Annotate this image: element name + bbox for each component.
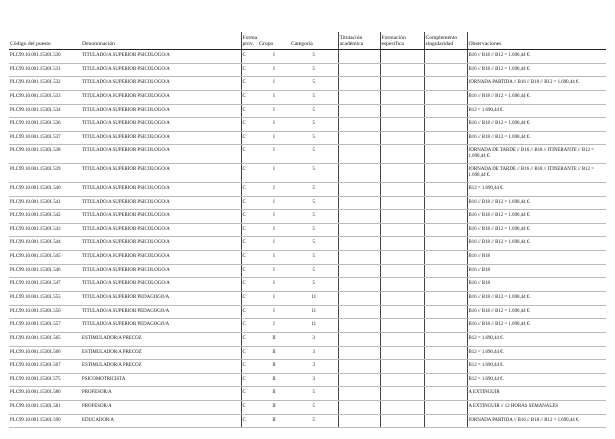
cell-categoria: 5 (290, 131, 338, 145)
table-row (9, 145, 606, 164)
cell-observaciones: B16 // B18 (467, 278, 606, 292)
cell-observaciones: B16 // B18 // B12 = 1.690,44 €. (467, 237, 606, 251)
cell-grupo: II (258, 346, 290, 360)
cell-codigo: PLC99.10.001.15301.565 (9, 332, 81, 346)
cell-formacion (380, 77, 424, 91)
cell-complemento (424, 182, 467, 196)
cell-complemento (424, 63, 467, 77)
table-row (9, 104, 606, 118)
cell-denominacion: TITULADO/A SUPERIOR PSICOLOGO/A (81, 196, 241, 210)
cell-grupo: I (258, 223, 290, 237)
cell-denominacion: TITULADO/A SUPERIOR PSICOLOGO/A (81, 90, 241, 104)
cell-forma-prov: C (241, 131, 258, 145)
cell-denominacion: TITULADO/A SUPERIOR PEDAGOGO/A (81, 305, 241, 319)
cell-complemento (424, 50, 467, 64)
cell-categoria: 5 (290, 104, 338, 118)
cell-forma-prov: C (241, 278, 258, 292)
header-denominacion: Denominación (81, 32, 241, 50)
cell-codigo: PLC99.10.001.15301.541 (9, 196, 81, 210)
cell-observaciones: B16 // B18 // B12 = 1.690,44 €. (467, 63, 606, 77)
cell-categoria: 5 (290, 210, 338, 224)
cell-forma-prov: C (241, 319, 258, 333)
cell-codigo: PLC99.10.001.15301.547 (9, 278, 81, 292)
cell-titulacion (338, 196, 380, 210)
cell-observaciones: B16 // B18 // B12 = 1.690,44 €. (467, 90, 606, 104)
table-row (9, 264, 606, 278)
cell-complemento (424, 387, 467, 401)
cell-complemento (424, 77, 467, 91)
cell-codigo: PLC99.10.001.15301.544 (9, 237, 81, 251)
cell-forma-prov: C (241, 63, 258, 77)
cell-categoria: 5 (290, 196, 338, 210)
cell-grupo: I (258, 63, 290, 77)
cell-codigo: PLC99.10.001.15301.546 (9, 264, 81, 278)
cell-codigo: PLC99.10.001.15301.534 (9, 104, 81, 118)
cell-titulacion (338, 104, 380, 118)
cell-forma-prov: C (241, 104, 258, 118)
cell-codigo: PLC99.10.001.15301.531 (9, 63, 81, 77)
table-row (9, 196, 606, 210)
cell-codigo: PLC99.10.001.15301.566 (9, 346, 81, 360)
cell-titulacion (338, 387, 380, 401)
cell-codigo: PLC99.10.001.15301.557 (9, 319, 81, 333)
cell-formacion (380, 373, 424, 387)
cell-grupo: I (258, 118, 290, 132)
header-categoria: Categoría (290, 32, 338, 50)
cell-formacion (380, 63, 424, 77)
cell-categoria: 5 (290, 145, 338, 164)
cell-titulacion (338, 223, 380, 237)
cell-complemento (424, 346, 467, 360)
cell-observaciones: JORNADA PARTIDA // B16 // B18 // B12 = 1.690,44 €. (467, 77, 606, 91)
cell-grupo: I (258, 278, 290, 292)
cell-categoria: 3 (290, 373, 338, 387)
cell-forma-prov: C (241, 305, 258, 319)
cell-formacion (380, 305, 424, 319)
cell-forma-prov: C (241, 291, 258, 305)
table-row (9, 182, 606, 196)
cell-denominacion: PSICOMOTRICISTA (81, 373, 241, 387)
cell-grupo: I (258, 164, 290, 183)
cell-formacion (380, 332, 424, 346)
cell-forma-prov: C (241, 360, 258, 374)
table-row (9, 360, 606, 374)
cell-titulacion (338, 164, 380, 183)
cell-forma-prov: C (241, 182, 258, 196)
cell-grupo: I (258, 90, 290, 104)
cell-formacion (380, 237, 424, 251)
table-row (9, 387, 606, 401)
cell-formacion (380, 264, 424, 278)
cell-observaciones: B16 // B18 // B12 = 1.690,44 €. (467, 131, 606, 145)
cell-titulacion (338, 77, 380, 91)
cell-forma-prov: C (241, 414, 258, 428)
table-header-row (9, 32, 606, 50)
cell-categoria: 5 (290, 387, 338, 401)
cell-categoria: 5 (290, 118, 338, 132)
cell-denominacion: PROFESOR/A (81, 401, 241, 415)
table-row (9, 210, 606, 224)
cell-observaciones: B12 = 1.690,44 €. (467, 332, 606, 346)
cell-grupo: II (258, 401, 290, 415)
cell-grupo: I (258, 264, 290, 278)
cell-forma-prov: C (241, 251, 258, 265)
cell-observaciones: B16 // B18 // B12 = 1.690,44 €. (467, 291, 606, 305)
cell-codigo: PLC99.10.001.15301.533 (9, 90, 81, 104)
cell-grupo: I (258, 104, 290, 118)
table-row (9, 414, 606, 428)
cell-observaciones: B12 = 1.690,44 €. (467, 360, 606, 374)
cell-complemento (424, 332, 467, 346)
cell-titulacion (338, 332, 380, 346)
cell-titulacion (338, 305, 380, 319)
cell-grupo: II (258, 373, 290, 387)
cell-codigo: PLC99.10.001.15301.581 (9, 401, 81, 415)
cell-categoria: 5 (290, 401, 338, 415)
cell-complemento (424, 210, 467, 224)
cell-forma-prov: C (241, 387, 258, 401)
cell-observaciones: B12 = 1.690,44 €. (467, 104, 606, 118)
table-row (9, 291, 606, 305)
cell-complemento (424, 223, 467, 237)
cell-forma-prov: C (241, 77, 258, 91)
cell-complemento (424, 251, 467, 265)
cell-categoria: 5 (290, 278, 338, 292)
cell-grupo: I (258, 196, 290, 210)
cell-complemento (424, 278, 467, 292)
cell-titulacion (338, 401, 380, 415)
cell-forma-prov: C (241, 237, 258, 251)
cell-forma-prov: C (241, 332, 258, 346)
cell-formacion (380, 401, 424, 415)
cell-complemento (424, 319, 467, 333)
cell-codigo: PLC99.10.001.15301.545 (9, 251, 81, 265)
cell-titulacion (338, 50, 380, 64)
cell-codigo: PLC99.10.001.15301.536 (9, 118, 81, 132)
table-row (9, 131, 606, 145)
cell-denominacion: TITULADO/A SUPERIOR PSICOLOGO/A (81, 210, 241, 224)
cell-codigo: PLC99.10.001.15301.567 (9, 360, 81, 374)
table-row (9, 373, 606, 387)
cell-forma-prov: C (241, 401, 258, 415)
cell-codigo: PLC99.10.001.15301.543 (9, 223, 81, 237)
cell-titulacion (338, 264, 380, 278)
cell-formacion (380, 145, 424, 164)
cell-complemento (424, 131, 467, 145)
cell-complemento (424, 373, 467, 387)
cell-categoria: 5 (290, 223, 338, 237)
cell-titulacion (338, 90, 380, 104)
cell-categoria: 5 (290, 264, 338, 278)
cell-titulacion (338, 291, 380, 305)
cell-codigo: PLC99.10.001.15301.575 (9, 373, 81, 387)
cell-observaciones: JORNADA DE TARDE // B16 // B18 // ITINERANTE // B12 = 1.690,44 €. (467, 145, 606, 164)
cell-forma-prov: C (241, 210, 258, 224)
cell-codigo: PLC99.10.001.15301.542 (9, 210, 81, 224)
cell-formacion (380, 131, 424, 145)
cell-observaciones: B16 // B18 // B12 = 1.690,44 €. (467, 50, 606, 64)
cell-forma-prov: C (241, 90, 258, 104)
cell-denominacion: TITULADO/A SUPERIOR PSICOLOGO/A (81, 182, 241, 196)
cell-denominacion: TITULADO/A SUPERIOR PSICOLOGO/A (81, 63, 241, 77)
cell-complemento (424, 145, 467, 164)
cell-formacion (380, 387, 424, 401)
cell-grupo: I (258, 210, 290, 224)
cell-complemento (424, 264, 467, 278)
cell-titulacion (338, 373, 380, 387)
cell-codigo: PLC99.10.001.15301.539 (9, 164, 81, 183)
cell-denominacion: TITULADO/A SUPERIOR PSICOLOGO/A (81, 223, 241, 237)
table-row (9, 63, 606, 77)
cell-grupo: II (258, 332, 290, 346)
header-titulacion: Titulación académica (338, 32, 380, 50)
cell-categoria: 3 (290, 346, 338, 360)
cell-observaciones: B16 // B18 // B12 = 1.690,44 €. (467, 223, 606, 237)
cell-codigo: PLC99.10.001.15301.580 (9, 387, 81, 401)
cell-observaciones: B16 // B18 // B12 = 1.690,44 €. (467, 210, 606, 224)
cell-denominacion: ESTIMULADOR/A PRECOZ (81, 346, 241, 360)
cell-observaciones: JORNADA PARTIDA // B16 // B18 // B12 = 1.690,44 €. (467, 414, 606, 428)
cell-denominacion: TITULADO/A SUPERIOR PSICOLOGO/A (81, 237, 241, 251)
cell-categoria: 5 (290, 164, 338, 183)
header-forma-prov: Forma prov. (241, 32, 258, 50)
cell-grupo: I (258, 237, 290, 251)
table-row (9, 278, 606, 292)
cell-grupo: I (258, 145, 290, 164)
cell-categoria: 5 (290, 77, 338, 91)
cell-denominacion: TITULADO/A SUPERIOR PSICOLOGO/A (81, 264, 241, 278)
cell-complemento (424, 360, 467, 374)
cell-titulacion (338, 414, 380, 428)
cell-denominacion: TITULADO/A SUPERIOR PEDAGOGO/A (81, 319, 241, 333)
table-row (9, 118, 606, 132)
cell-categoria: 5 (290, 90, 338, 104)
cell-titulacion (338, 251, 380, 265)
cell-formacion (380, 414, 424, 428)
cell-categoria: 5 (290, 182, 338, 196)
cell-grupo: I (258, 305, 290, 319)
cell-titulacion (338, 63, 380, 77)
cell-observaciones: B12 = 1.690,44 €. (467, 182, 606, 196)
table-row (9, 223, 606, 237)
cell-denominacion: TITULADO/A SUPERIOR PEDAGOGO/A (81, 291, 241, 305)
cell-forma-prov: C (241, 164, 258, 183)
cell-forma-prov: C (241, 373, 258, 387)
cell-grupo: I (258, 291, 290, 305)
cell-titulacion (338, 319, 380, 333)
cell-denominacion: TITULADO/A SUPERIOR PSICOLOGO/A (81, 118, 241, 132)
cell-categoria: 5 (290, 414, 338, 428)
cell-complemento (424, 305, 467, 319)
cell-grupo: I (258, 319, 290, 333)
cell-observaciones: B16 // B18 // B12 = 1.690,44 €. (467, 319, 606, 333)
cell-codigo: PLC99.10.001.15301.590 (9, 414, 81, 428)
cell-formacion (380, 164, 424, 183)
cell-denominacion: PROFESOR/A (81, 387, 241, 401)
cell-grupo: II (258, 360, 290, 374)
cell-categoria: 11 (290, 319, 338, 333)
cell-denominacion: TITULADO/A SUPERIOR PSICOLOGO/A (81, 278, 241, 292)
cell-formacion (380, 104, 424, 118)
table-row (9, 319, 606, 333)
cell-denominacion: TITULADO/A SUPERIOR PSICOLOGO/A (81, 145, 241, 164)
cell-formacion (380, 50, 424, 64)
cell-denominacion: TITULADO/A SUPERIOR PSICOLOGO/A (81, 50, 241, 64)
cell-grupo: I (258, 182, 290, 196)
cell-formacion (380, 182, 424, 196)
cell-denominacion: ESTIMULADOR/A PRECOZ (81, 332, 241, 346)
cell-formacion (380, 90, 424, 104)
cell-categoria: 11 (290, 291, 338, 305)
cell-titulacion (338, 118, 380, 132)
cell-denominacion: TITULADO/A SUPERIOR PSICOLOGO/A (81, 104, 241, 118)
cell-observaciones: A EXTINGUIR // 12 HORAS SEMANALES (467, 401, 606, 415)
cell-forma-prov: C (241, 196, 258, 210)
cell-grupo: I (258, 131, 290, 145)
cell-complemento (424, 104, 467, 118)
cell-observaciones: B12 = 1.690,44 €. (467, 373, 606, 387)
header-formacion: Formación específica (380, 32, 424, 50)
positions-table (9, 32, 606, 428)
cell-titulacion (338, 237, 380, 251)
cell-forma-prov: C (241, 118, 258, 132)
table-row (9, 346, 606, 360)
cell-categoria: 5 (290, 50, 338, 64)
cell-complemento (424, 164, 467, 183)
cell-complemento (424, 196, 467, 210)
header-complemento: Complemento singularidad (424, 32, 467, 50)
cell-grupo: II (258, 414, 290, 428)
cell-complemento (424, 90, 467, 104)
cell-observaciones: JORNADA DE TARDE // B16 // B18 // ITINERANTE // B12 = 1.690,44 €. (467, 164, 606, 183)
table-row (9, 90, 606, 104)
cell-grupo: II (258, 387, 290, 401)
cell-formacion (380, 291, 424, 305)
cell-categoria: 11 (290, 305, 338, 319)
cell-denominacion: ESTIMULADOR/A PRECOZ (81, 360, 241, 374)
cell-forma-prov: C (241, 223, 258, 237)
cell-formacion (380, 278, 424, 292)
cell-codigo: PLC99.10.001.15301.532 (9, 77, 81, 91)
cell-titulacion (338, 131, 380, 145)
header-grupo: Grupo (258, 32, 290, 50)
cell-grupo: I (258, 50, 290, 64)
cell-formacion (380, 346, 424, 360)
table-row (9, 77, 606, 91)
cell-observaciones: B12 = 1.690,44 €. (467, 346, 606, 360)
cell-titulacion (338, 145, 380, 164)
cell-categoria: 5 (290, 237, 338, 251)
cell-formacion (380, 118, 424, 132)
table-row (9, 332, 606, 346)
cell-formacion (380, 319, 424, 333)
table-row (9, 237, 606, 251)
cell-formacion (380, 251, 424, 265)
cell-complemento (424, 401, 467, 415)
cell-complemento (424, 237, 467, 251)
cell-grupo: I (258, 251, 290, 265)
table-row (9, 305, 606, 319)
cell-codigo: PLC99.10.001.15301.540 (9, 182, 81, 196)
cell-titulacion (338, 360, 380, 374)
header-observaciones: Observaciones (467, 32, 606, 50)
table-row (9, 164, 606, 183)
cell-denominacion: TITULADO/A SUPERIOR PSICOLOGO/A (81, 77, 241, 91)
cell-codigo: PLC99.10.001.15301.555 (9, 291, 81, 305)
cell-formacion (380, 223, 424, 237)
table-row (9, 401, 606, 415)
cell-forma-prov: C (241, 346, 258, 360)
cell-complemento (424, 118, 467, 132)
cell-grupo: I (258, 77, 290, 91)
table-body (9, 50, 606, 428)
cell-observaciones: B16 // B18 // B12 = 1.690,44 €. (467, 305, 606, 319)
cell-formacion (380, 196, 424, 210)
cell-categoria: 3 (290, 332, 338, 346)
header-codigo: Código del puesto (9, 32, 81, 50)
cell-codigo: PLC99.10.001.15301.530 (9, 50, 81, 64)
cell-observaciones: B16 // B18 (467, 264, 606, 278)
table-row (9, 251, 606, 265)
cell-codigo: PLC99.10.001.15301.537 (9, 131, 81, 145)
cell-denominacion: TITULADO/A SUPERIOR PSICOLOGO/A (81, 131, 241, 145)
cell-titulacion (338, 182, 380, 196)
cell-categoria: 3 (290, 360, 338, 374)
cell-forma-prov: C (241, 264, 258, 278)
cell-formacion (380, 210, 424, 224)
cell-complemento (424, 414, 467, 428)
cell-observaciones: B16 // B18 (467, 251, 606, 265)
cell-titulacion (338, 346, 380, 360)
cell-observaciones: B16 // B18 // B12 = 1.690,44 €. (467, 196, 606, 210)
cell-observaciones: A EXTINGUIR (467, 387, 606, 401)
cell-categoria: 5 (290, 251, 338, 265)
cell-codigo: PLC99.10.001.15301.538 (9, 145, 81, 164)
cell-observaciones: B16 // B18 // B12 = 1.690,44 €. (467, 118, 606, 132)
cell-titulacion (338, 278, 380, 292)
cell-denominacion: TITULADO/A SUPERIOR PSICOLOGO/A (81, 164, 241, 183)
cell-forma-prov: C (241, 50, 258, 64)
table-row (9, 50, 606, 64)
cell-forma-prov: C (241, 145, 258, 164)
cell-denominacion: EDUCADOR/A (81, 414, 241, 428)
cell-denominacion: TITULADO/A SUPERIOR PSICOLOGO/A (81, 251, 241, 265)
cell-codigo: PLC99.10.001.15301.556 (9, 305, 81, 319)
cell-complemento (424, 291, 467, 305)
cell-categoria: 5 (290, 63, 338, 77)
cell-formacion (380, 360, 424, 374)
cell-titulacion (338, 210, 380, 224)
